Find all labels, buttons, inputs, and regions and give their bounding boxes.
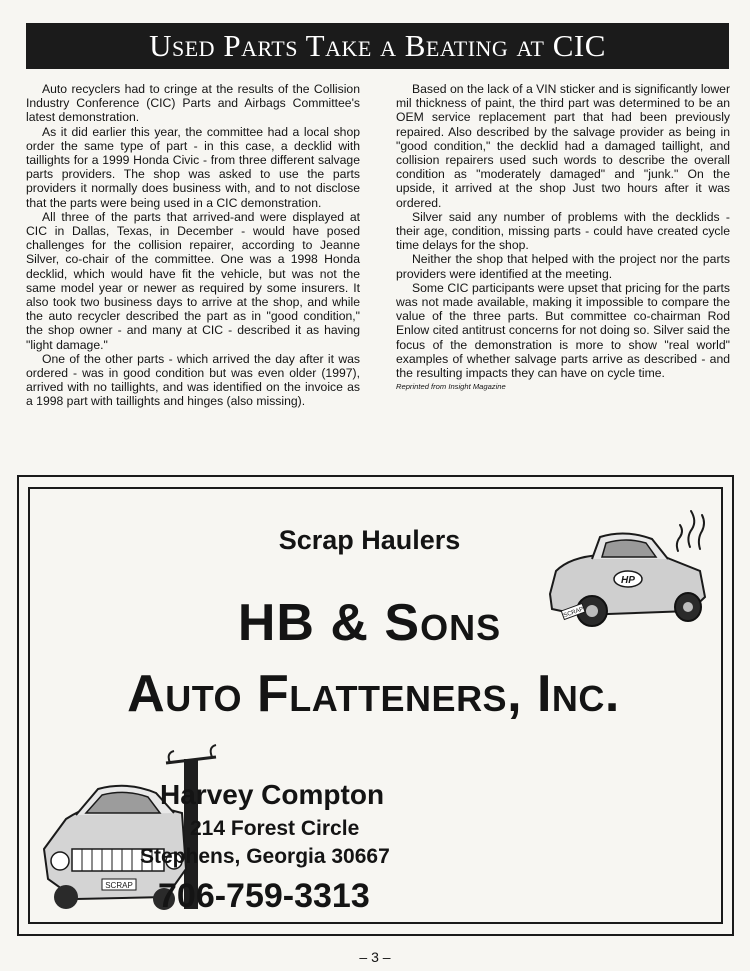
ad-city-address: Stephens, Georgia 30667 (140, 845, 390, 868)
article-column-left (26, 82, 360, 467)
ad-street-address: 214 Forest Circle (190, 817, 360, 840)
article-column-right (396, 82, 730, 467)
paragraph: All three of the parts that arrived-and were displayed at CIC in Dallas, Texas, in December - would have posed challenges for the collision repairer, according to Jeanne Silver, co-chair of the committee. One was a 1998 Honda decklid, which would have fit the vehicle, but was not the same model year or newer as required by some insurers. It also took two business days to arrive at the shop, and while the auto recycler described the part as in "good condition," the shop owner - and many at CIC - described it as having "light damage." (26, 209, 360, 352)
ad-company-subtitle: Auto Flatteners, Inc. (127, 665, 620, 723)
ad-contact-name: Harvey Compton (160, 779, 385, 810)
paragraph: Silver said any number of problems with the decklids - their age, condition, missing parts - could have created cycle time delays for the shop. (396, 209, 730, 253)
paragraph: Neither the shop that helped with the project nor the parts providers were identified at the meeting. (396, 252, 730, 281)
ad-phone-number: 706-759-3313 (158, 877, 370, 915)
advertisement (17, 475, 734, 936)
crushed-car-illustration (540, 499, 710, 639)
paragraph: One of the other parts - which arrived the day after it was ordered - was in good condition but was even older (1997), arrived with no taillights, and was identified on the invoice as a 1998 part with taillights and hinges (also missing). (26, 351, 360, 409)
advertisement-inner-frame (28, 487, 723, 924)
paragraph: Based on the lack of a VIN sticker and is significantly lower mil thickness of paint, the third part was determined to be an OEM service replacement part that had been previously repaired. Also described by the salvage provider as being in "good condition," the decklid had a damaged taillight, and collision repairers used such words to describe the overall condition as "moderately damaged" and "junk." On the upside, it arrived at the shop Just two hours after it was ordered. (396, 82, 730, 210)
article-body (26, 82, 730, 467)
ad-tagline: Scrap Haulers (278, 525, 461, 555)
car-logo-text: HP (621, 575, 635, 586)
paragraph: Some CIC participants were upset that pricing for the parts was not made available, making it impossible to compare the value of the three parts. But committee co-chairman Rod Enlow cited antitrust concerns for not doing so. Silver said the focus of the demonstration is more to show "real world" examples of whether salvage parts arrive as described - and the resulting impacts they can have on cycle time. (396, 280, 730, 381)
paragraph: As it did earlier this year, the committee had a local shop order the same type of part - in this case, a decklid with taillights for a 1999 Honda Civic - from three different salvage parts providers. The shop was asked to use the parts providers it normally does business with, and to not disclose that the parts were being used in a CIC demonstration. (26, 124, 360, 210)
page-number: – 3 – (359, 949, 391, 965)
ad-company-name: HB & Sons (237, 594, 502, 652)
article-title: Used Parts Take a Beating at CIC (26, 23, 729, 69)
car-plate-text: SCRAP (562, 606, 585, 620)
reprint-credit: Reprinted from Insight Magazine (396, 382, 506, 392)
paragraph: Auto recyclers had to cringe at the results of the Collision Industry Conference (CIC) Parts and Airbags Committee's latest demonstration. (26, 82, 360, 125)
car-plate-text: SCRAP (105, 881, 133, 890)
